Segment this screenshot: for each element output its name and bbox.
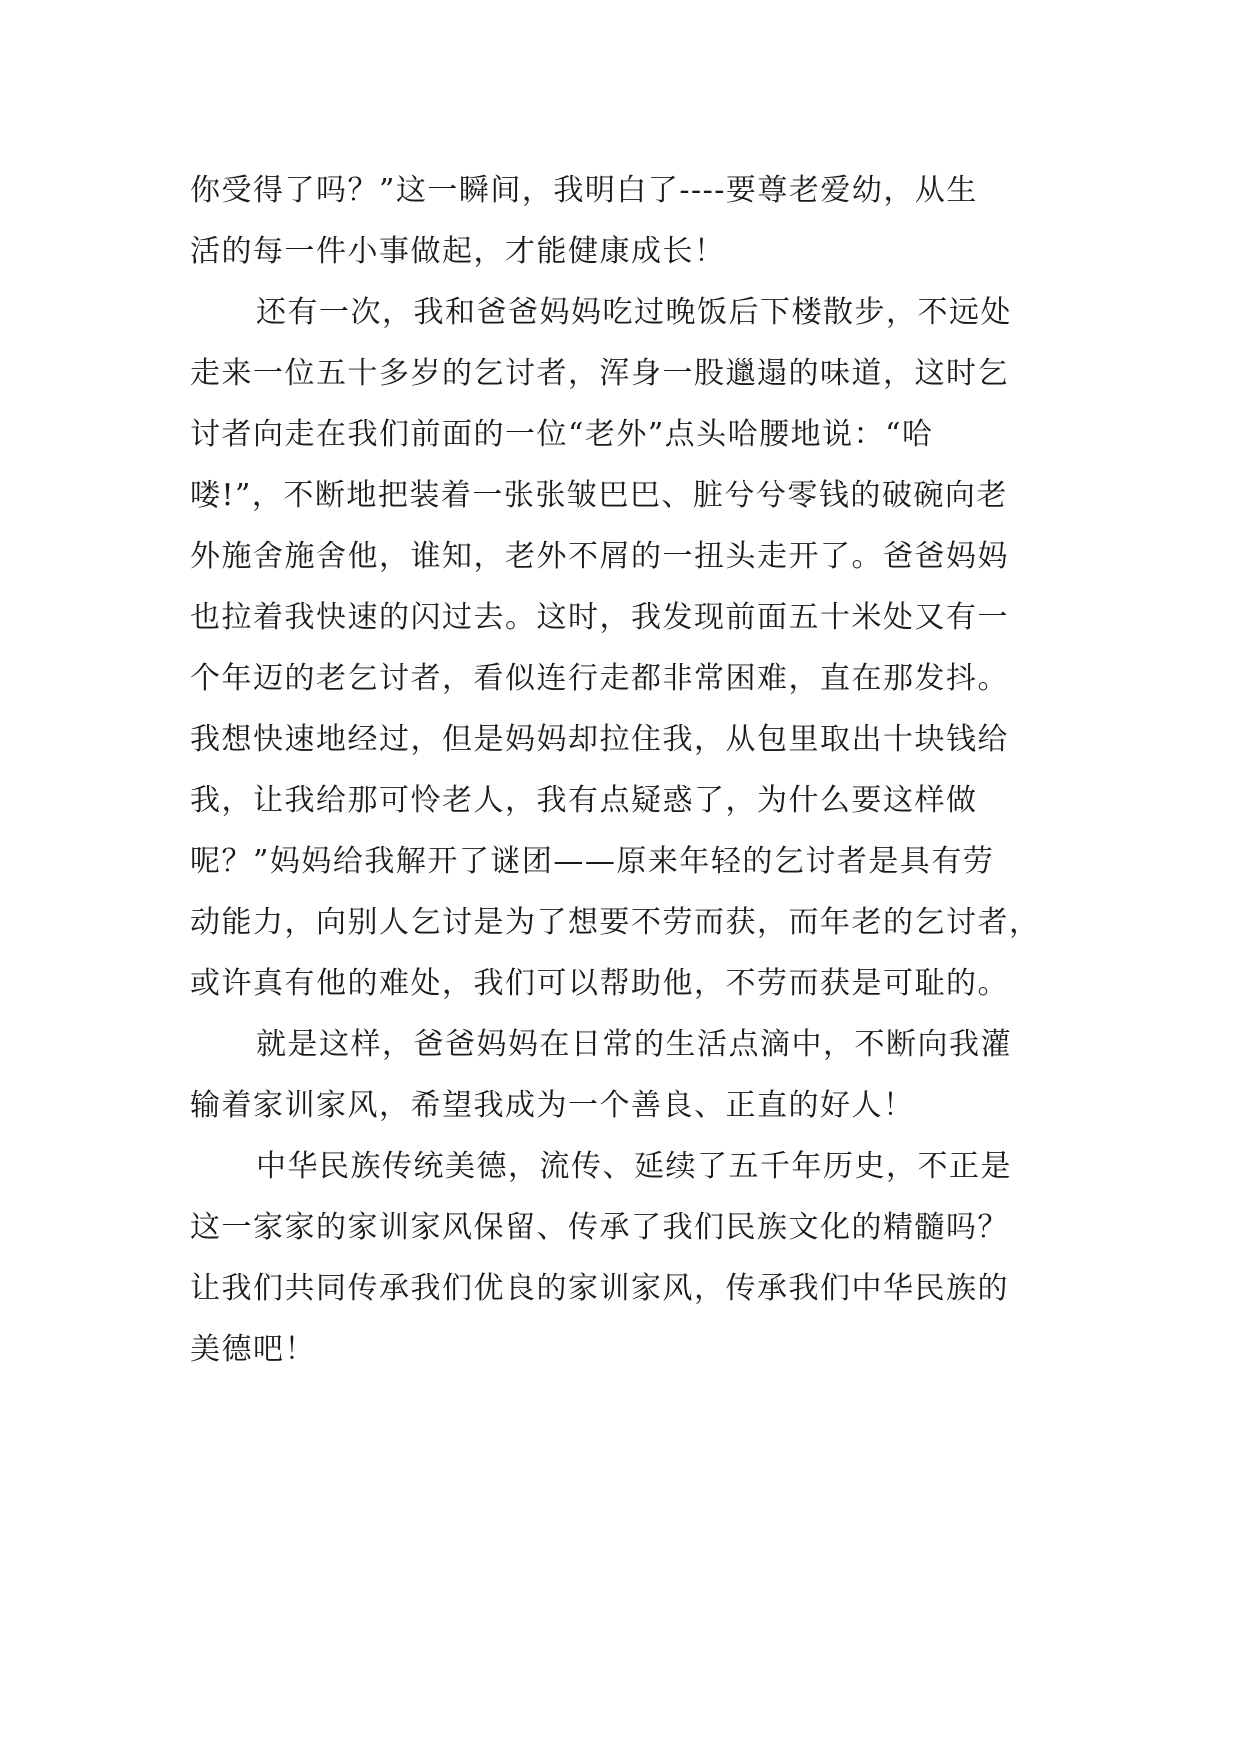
text-line: 走来一位五十多岁的乞讨者，浑身一股邋遢的味道，这时乞: [190, 356, 1009, 391]
text-line: 你受得了吗？”这一瞬间，我明白了----要尊老爱幼，从生: [190, 173, 978, 208]
text-line: 我，让我给那可怜老人，我有点疑惑了，为什么要这样做: [190, 783, 978, 818]
text-line: 动能力，向别人乞讨是为了想要不劳而获，而年老的乞讨者，: [190, 905, 1041, 940]
paragraph-start-line: 就是这样，爸爸妈妈在日常的生活点滴中，不断向我灌: [256, 1027, 1012, 1062]
text-line: 呢？”妈妈给我解开了谜团——原来年轻的乞讨者是具有劳: [190, 844, 995, 879]
text-line: 我想快速地经过，但是妈妈却拉住我，从包里取出十块钱给: [190, 722, 1009, 757]
text-line: 个年迈的老乞讨者，看似连行走都非常困难，直在那发抖。: [190, 661, 1009, 696]
text-line: 让我们共同传承我们优良的家训家风，传承我们中华民族的: [190, 1271, 1009, 1306]
text-line: 外施舍施舍他，谁知，老外不屑的一扭头走开了。爸爸妈妈: [190, 539, 1009, 574]
text-line: 这一家家的家训家风保留、传承了我们民族文化的精髓吗？: [190, 1210, 1009, 1245]
text-line: 喽!”，不断地把装着一张张皱巴巴、脏兮兮零钱的破碗向老: [190, 478, 1008, 513]
text-line: 或许真有他的难处，我们可以帮助他，不劳而获是可耻的。: [190, 966, 1009, 1001]
text-line: 美德吧！: [190, 1332, 316, 1367]
body-text: [190, 160, 1070, 1380]
text-line: 讨者向走在我们前面的一位“老外”点头哈腰地说：“哈: [190, 417, 934, 452]
paragraph-start-line: 中华民族传统美德，流传、延续了五千年历史，不正是: [256, 1149, 1012, 1184]
text-line: 也拉着我快速的闪过去。这时，我发现前面五十米处又有一: [190, 600, 1009, 635]
paragraph-start-line: 还有一次，我和爸爸妈妈吃过晚饭后下楼散步，不远处: [256, 295, 1012, 330]
text-line: 输着家训家风，希望我成为一个善良、正直的好人！: [190, 1088, 915, 1123]
text-line: 活的每一件小事做起，才能健康成长！: [190, 234, 726, 269]
